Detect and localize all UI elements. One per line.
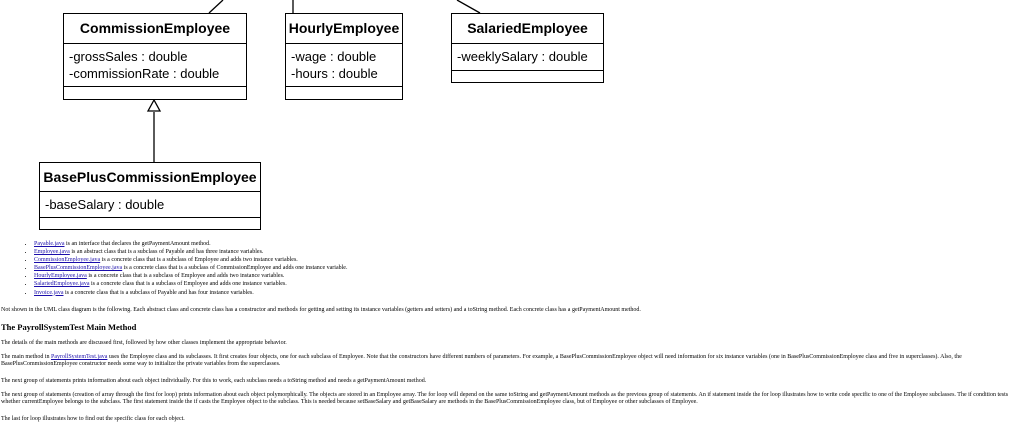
- polymorphism-paragraph: The next group of statements (creation of array through the first for loop) prints information about each object polymorphically. The objects are stored in an Employee array. The for loop will depend on the same toString and getPaymentAmount methods as the previous group of statements. An if statement inside the for loop illustrates how to write code specific to one of the Employee subclasses. The if condition tests whether currentEmployee belongs to the subclass. The first statement inside the if casts the Employee object to the subclass. This is needed because setBaseSalary and getBaseSalary are methods in the BasePlusCommissionEmployee class, but of Employee or other subclasses of Employee.: [1, 392, 1009, 405]
- file-description: is a concrete class that is a subclass of Employee and adds one instance variables.: [89, 281, 287, 288]
- class-name: BasePlusCommissionEmployee: [40, 163, 260, 192]
- connector-salaried-line: [457, 0, 480, 13]
- class-attributes: [40, 192, 260, 218]
- list-item: [34, 248, 634, 256]
- file-description: is a concrete class that is a subclass of Payable and has four instance variables.: [63, 289, 254, 296]
- class-attributes: [286, 44, 402, 87]
- list-item: [34, 264, 634, 272]
- class-name: SalariedEmployee: [452, 14, 603, 44]
- main-method-paragraph: [1, 354, 1019, 368]
- list-item: [34, 280, 634, 288]
- file-link[interactable]: Employee.java: [34, 249, 70, 256]
- details-paragraph: The details of the main methods are discussed first, followed by how other classes implement the appropriate behavior.: [1, 340, 287, 346]
- not-shown-paragraph: Not shown in the UML class diagram is the following. Each abstract class and concrete class has a constructor and methods for getting and setting its instance variables (getters and setters) and a toString method. Each concrete class has a getPaymentAmount method.: [1, 307, 641, 313]
- file-list: [22, 240, 634, 297]
- uml-class-salaried-employee: [451, 13, 604, 83]
- file-description: is an abstract class that is a subclass of Payable and has three instance variables.: [69, 249, 264, 256]
- class-name: CommissionEmployee: [64, 14, 246, 44]
- uml-class-baseplus-commission-employee: [39, 162, 261, 230]
- payroll-test-link[interactable]: PayrollSystemTest.java: [51, 354, 108, 360]
- list-item: [34, 289, 634, 297]
- uml-class-commission-employee: [63, 13, 247, 100]
- class-attributes: [452, 44, 603, 71]
- file-link[interactable]: Invoice.java: [34, 289, 64, 296]
- attribute: -weeklySalary : double: [457, 49, 588, 64]
- connector-commission-line: [209, 0, 223, 13]
- class-name: HourlyEmployee: [286, 14, 402, 44]
- file-link[interactable]: HourlyEmployee.java: [34, 273, 87, 280]
- file-description: is a concrete class that is a subclass of CommissionEmployee and adds one instance variable.: [122, 265, 348, 272]
- next-group-paragraph: The next group of statements prints information about each object individually. For this to work, each subclass needs a toString method and needs a getPaymentAmount method.: [1, 378, 427, 384]
- uml-class-hourly-employee: [285, 13, 403, 100]
- file-description: is a concrete class that is a subclass of Employee and adds two instance variables.: [86, 273, 285, 280]
- attribute: -baseSalary : double: [45, 197, 165, 212]
- list-item: [34, 256, 634, 264]
- file-link[interactable]: CommissionEmployee.java: [34, 257, 101, 264]
- inheritance-arrow-icon: [148, 100, 160, 111]
- attribute: -grossSales : double: [69, 49, 188, 64]
- list-item: [34, 240, 634, 248]
- file-description: is an interface that declares the getPaymentAmount method.: [64, 241, 211, 247]
- list-item: [34, 272, 634, 280]
- last-loop-paragraph: The last for loop illustrates how to find out the specific class for each object.: [1, 416, 185, 422]
- attribute: -hours : double: [291, 66, 378, 81]
- file-link[interactable]: SalariedEmployee.java: [34, 281, 90, 288]
- file-description: is a concrete class that is a subclass of Employee and adds two instance variables.: [100, 257, 298, 264]
- file-link[interactable]: Payable.java: [34, 241, 65, 247]
- section-heading: The PayrollSystemTest Main Method: [1, 322, 137, 332]
- attribute: -wage : double: [291, 49, 377, 64]
- attribute: -commissionRate : double: [69, 66, 220, 81]
- file-link[interactable]: BasePlusCommissionEmployee.java: [34, 265, 123, 272]
- main-method-text-cont: uses the Employee class and its subclasses. It first creates four objects, one for each subclass of Employee. Note that the constructors have different numbers of parameters. For example, a BasePlusCommissionEmployee object will need information for six instance variables (one in BasePlusCommissionEmployee class and five in superclasses). Also, the BasePlusCommissionEmployee constructor needs some way to initialize the private variables from the superclasses.: [1, 354, 962, 367]
- main-method-text: The main method in: [1, 354, 51, 360]
- class-attributes: [64, 44, 246, 87]
